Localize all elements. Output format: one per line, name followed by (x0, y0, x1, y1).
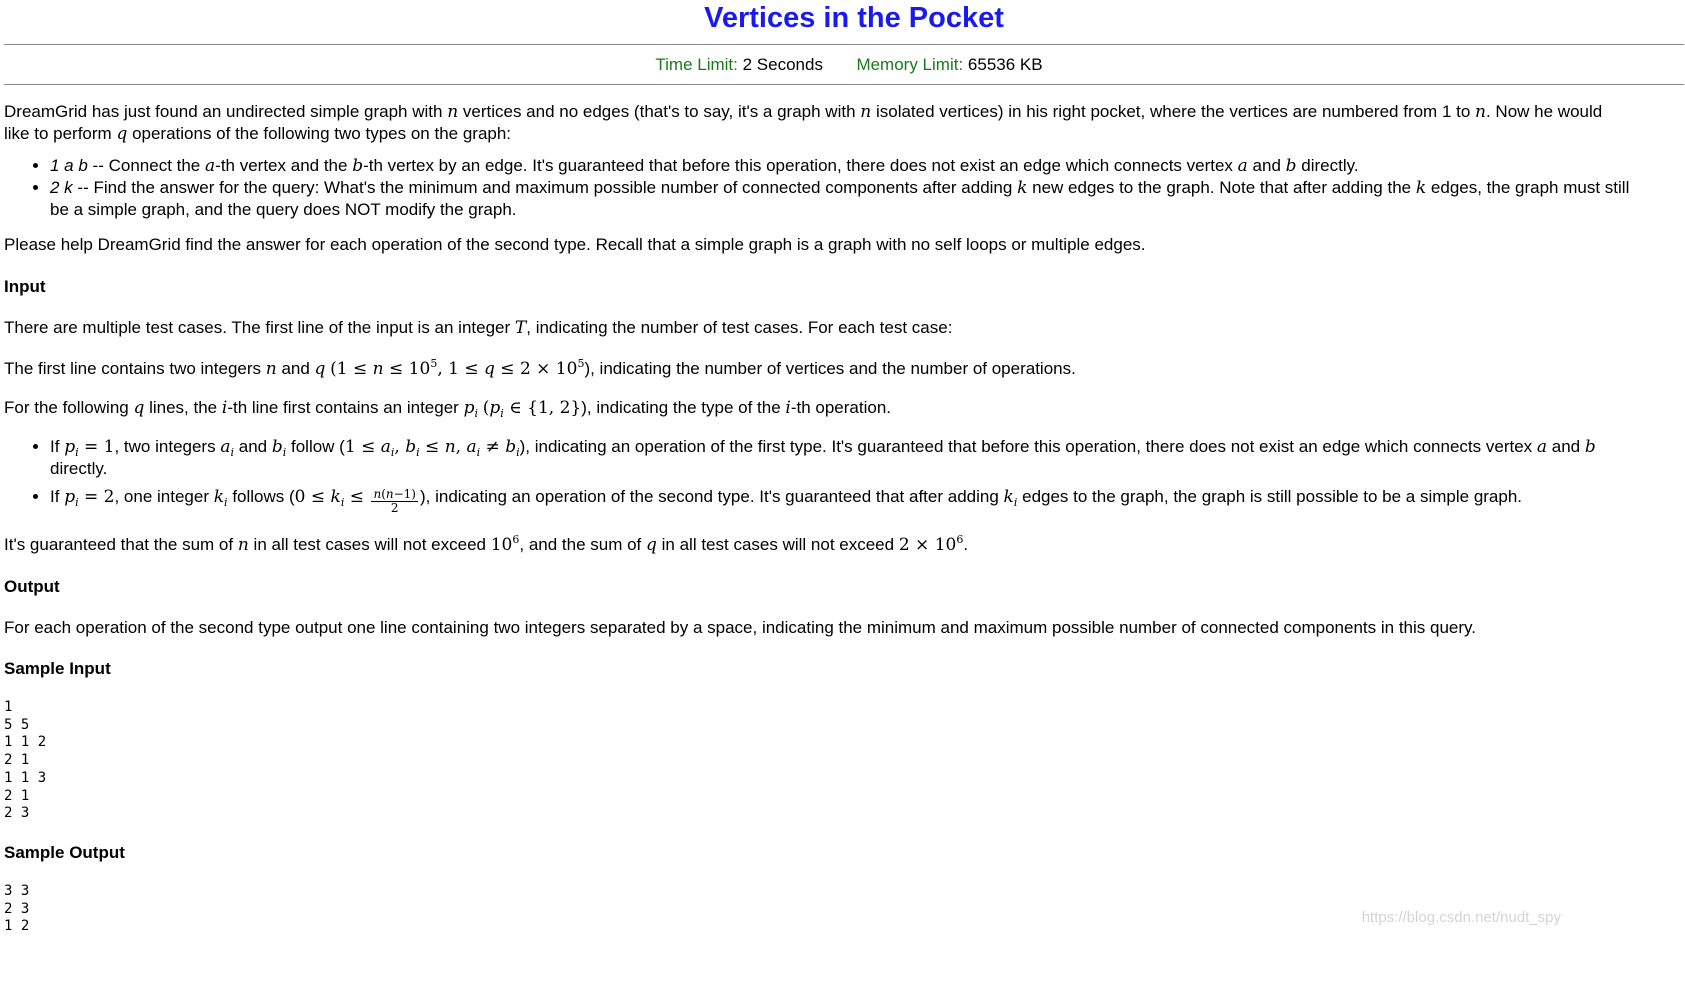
sample-output-heading: Sample Output (4, 842, 125, 862)
sample-output-block: 3 3 2 3 1 2 (4, 882, 30, 935)
memory-limit-value: 65536 KB (967, 55, 1043, 74)
help-paragraph: Please help DreamGrid find the answer for each operation of the second type. Recall that a simple graph is a graph with no self loops or multiple edges. (4, 235, 1146, 254)
operation-list (4, 155, 1684, 220)
input-line-1: There are multiple test cases. The first line of the input is an integer T, indicating the number of test cases. For each test case: (4, 318, 953, 338)
list-item: • 2 k -- Find the answer for the query: What's the minimum and maximum possible number of connected components after adding k new edges to the graph. Note that after adding the k edges, the graph must still be a simple graph, and the query does NOT modify the graph. (50, 177, 1684, 220)
list-item: • If $p_i = 1$, two integers $a_i$ and $b_i$ follow ($1 \le a_i$, $b_i \le n$, $a_i \ne b_i$), indicating an operation of the first type. It's guaranteed that before this operation, there does not exist an edge which connects vertex a and b directly. (50, 436, 1684, 479)
time-limit-value: 2 Seconds (742, 55, 823, 74)
sum-constraint: It's guaranteed that the sum of n in all test cases will not exceed $10^6$, and the sum of q in all test cases will not exceed $2 \times 10^6$. (4, 533, 969, 555)
title-divider (4, 44, 1684, 45)
intro-paragraph: DreamGrid has just found an undirected simple graph with n vertices and no edges (that's to say, it's a graph with n isolated vertices) in his right pocket, where the vertices are numbered from 1 to n. Now he would like to perform q operations of the following two types on the graph: (4, 102, 1603, 144)
limits-divider (4, 84, 1684, 85)
input-line-2: The first line contains two integers n and q ($1 \le n \le 10^5$, $1 \le q \le 2 \times 10^5$), indicating the number of vertices and the number of operations. (4, 357, 1076, 379)
list-item: • If $p_i = 2$, one integer $k_i$ follows ($0 \le k_i$ ≤ $\frac{n(n-1)}{2}$ ), indicating an operation of the second type. It's guaranteed that after adding $k_i$ edges to the graph, the graph is still possible to be a simple graph. (50, 486, 1684, 515)
limits-bar (4, 55, 1684, 75)
input-bullet-list (4, 436, 1684, 515)
watermark: https://blog.csdn.net/nudt_spy (1361, 909, 1561, 926)
sample-input-heading: Sample Input (4, 659, 111, 678)
output-paragraph: For each operation of the second type output one line containing two integers separated by a space, indicating the minimum and maximum possible number of connected components in this query. (4, 618, 1476, 637)
problem-page (4, 0, 1684, 936)
time-limit-label: Time Limit: (655, 55, 738, 74)
memory-limit-label: Memory Limit: (856, 55, 964, 74)
input-line-3: For the following q lines, the i-th line first contains an integer $p_i$ ($p_i$ ∈ {1, 2}), indicating the type of the i-th operation. (4, 398, 892, 420)
problem-title: Vertices in the Pocket (704, 2, 1004, 34)
list-item: • 1 a b -- Connect the a-th vertex and the b-th vertex by an edge. It's guaranteed that before this operation, there does not exist an edge which connects vertex a and b directly. (50, 155, 1684, 177)
sample-input-block: 1 5 5 1 1 2 2 1 1 1 3 2 1 2 3 (4, 699, 47, 822)
input-heading: Input (4, 277, 46, 296)
output-heading: Output (4, 577, 60, 596)
